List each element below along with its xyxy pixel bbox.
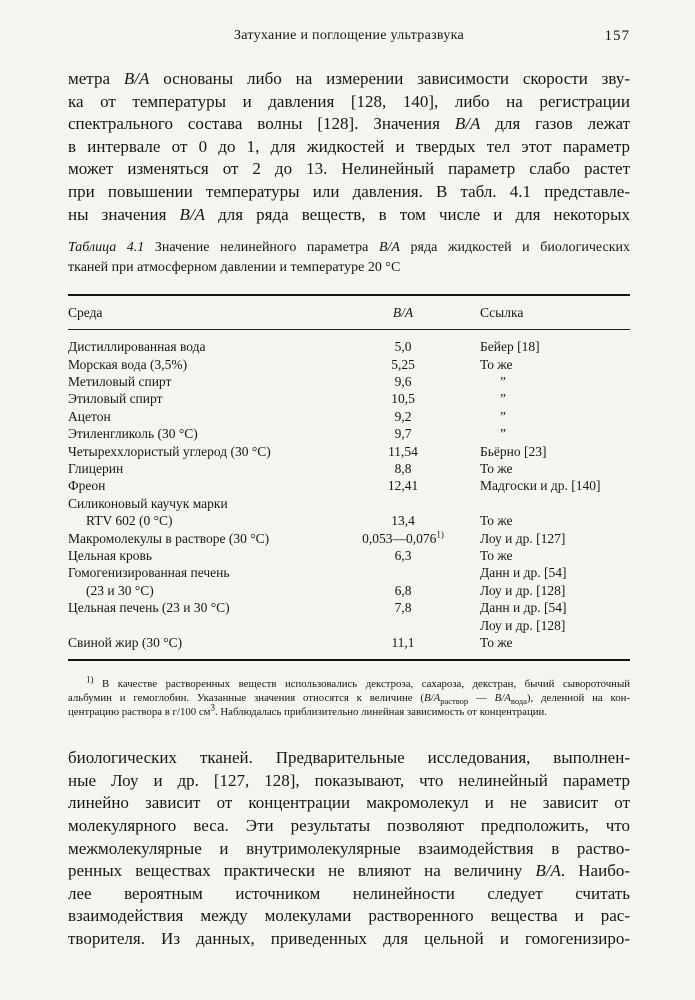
- text-line: молекулярного веса. Эти результаты позволяют предположить, что: [68, 816, 630, 836]
- text-line: при повышении температуры или давления. В табл. 4.1 представле-: [68, 181, 630, 201]
- cell-ba-value: 12,41: [387, 478, 419, 494]
- cell-substance: Этиленгликоль (30 °C): [68, 426, 198, 442]
- cell-reference: Бейер [18]: [480, 339, 540, 355]
- table-row: [68, 512, 630, 529]
- cell-reference: То же: [480, 513, 513, 529]
- cell-ba-value: 7,8: [394, 600, 412, 616]
- cell-substance: Силиконовый каучук марки: [68, 495, 228, 511]
- paragraph-top: [68, 68, 630, 226]
- cell-substance: (23 и 30 °C): [86, 582, 154, 598]
- page-number: 157: [604, 28, 630, 44]
- cell-ba-value: 0,053—0,076$^{1)}$: [362, 529, 444, 546]
- column-header-ba: B/A: [392, 305, 414, 321]
- cell-substance: Фреон: [68, 478, 106, 494]
- cell-reference: Лоу и др. [128]: [480, 617, 566, 633]
- cell-reference: Мадгоски и др. [140]: [480, 478, 601, 494]
- cell-reference: Бьёрно [23]: [480, 443, 547, 459]
- cell-ba-value: [338, 617, 468, 634]
- cell-reference: То же: [480, 635, 513, 651]
- table-row: [68, 547, 630, 564]
- footnote: [68, 674, 630, 719]
- text-line: метра B/A основаны либо на измерении зависимости скорости зву-: [68, 69, 630, 88]
- table-row: [68, 408, 630, 425]
- cell-substance: Этиловый спирт: [68, 391, 163, 407]
- cell-reference: Лоу и др. [128]: [480, 582, 566, 598]
- text-line: спектрального состава волны [128]. Значения B/A для газов лежат: [68, 114, 630, 134]
- text-line: ка от температуры и давления [128, 140], либо на регистрации: [68, 91, 630, 111]
- column-header-reference: Ссылка: [480, 305, 524, 321]
- cell-ba-value: 9,2: [394, 408, 412, 424]
- cell-ba-value: 6,3: [394, 548, 412, 564]
- cell-ba-value: 13,4: [391, 513, 415, 529]
- cell-reference: [468, 495, 630, 512]
- cell-substance: Макромолекулы в растворе (30 °C): [68, 530, 270, 546]
- column-header-substance: Среда: [68, 305, 103, 321]
- table-row: [68, 530, 630, 547]
- cell-substance: Ацетон: [68, 408, 111, 424]
- text-line: ные Лоу и др. [127, 128], показывают, что нелинейный параметр: [68, 770, 630, 790]
- cell-ba-value: 10,5: [391, 391, 415, 407]
- cell-reference: Данн и др. [54]: [480, 600, 567, 616]
- text-line: может изменяться от 2 до 13. Нелинейный параметр слабо растет: [68, 159, 630, 179]
- text-line: центрацию раствора в г/100 $см^3$. Наблюдалась приблизительно линейная зависимость от концентрации.: [68, 702, 548, 718]
- table-row: [68, 390, 630, 407]
- text-line: линейно зависит от концентрации макромолекул и не зависит от: [68, 793, 630, 813]
- cell-ba-value: 9,6: [394, 373, 412, 389]
- text-line: лее вероятным источником нелинейности следует считать: [68, 883, 630, 903]
- cell-reference: ”: [500, 373, 506, 389]
- table-row: [68, 634, 630, 651]
- table-row: [68, 460, 630, 477]
- table-row: [68, 477, 630, 494]
- cell-ba-value: [338, 495, 468, 512]
- table-row: [68, 617, 630, 634]
- cell-ba-value: 8,8: [394, 461, 412, 476]
- table-body: [68, 330, 630, 659]
- table-rule-bottom: [68, 659, 630, 661]
- cell-substance: Цельная печень (23 и 30 °C): [68, 600, 230, 616]
- table-row: [68, 373, 630, 390]
- table-caption: [68, 238, 630, 278]
- text-line: в интервале от 0 до 1, для жидкостей и твердых тел этот параметр: [68, 136, 630, 156]
- text-line: альбумин и гемоглобин. Указанные значения относятся к величине ($B/A_{раствор}$ — $B/A_{вода}$), деленной на кон-: [68, 692, 630, 707]
- cell-ba-value: 9,7: [394, 426, 412, 442]
- table-row: [68, 599, 630, 616]
- table-row: [68, 443, 630, 460]
- text-line: ны значения B/A для ряда веществ, в том числе и для некоторых: [68, 204, 630, 224]
- cell-substance: Метиловый спирт: [68, 373, 172, 389]
- text-line: взаимодействия между молекулами растворенного вещества и рас-: [68, 906, 630, 926]
- cell-substance: Гомогенизированная печень: [68, 565, 230, 581]
- cell-substance: [68, 617, 338, 634]
- text-line: творителя. Из данных, приведенных для цельной и гомогенизиро-: [68, 929, 630, 948]
- text-line: тканей при атмосферном давлении и температуре 20 °C: [68, 260, 401, 276]
- cell-reference: То же: [480, 548, 513, 564]
- data-table: [68, 294, 630, 661]
- cell-substance: Морская вода (3,5%): [68, 356, 188, 372]
- cell-ba-value: 11,1: [391, 635, 415, 651]
- text-line: ренных веществах практически не влияют на величину B/A. Наибо-: [68, 861, 631, 881]
- table-row: [68, 356, 630, 373]
- text-line: межмолекулярные и внутримолекулярные взаимодействия в раство-: [68, 838, 630, 858]
- cell-ba-value: [338, 564, 468, 581]
- cell-substance: Дистиллированная вода: [68, 339, 206, 355]
- cell-substance: Свиной жир (30 °C): [68, 635, 183, 651]
- cell-ba-value: 11,54: [388, 443, 418, 459]
- cell-reference: То же: [480, 461, 513, 476]
- cell-reference: ”: [500, 426, 506, 442]
- paragraph-bottom: [68, 747, 630, 950]
- cell-reference: ”: [500, 408, 506, 424]
- text-line: $^{1)}$ В качестве растворенных веществ использовались декстроза, сахароза, декстран, бычий сывороточный: [86, 674, 630, 691]
- cell-substance: Цельная кровь: [68, 548, 153, 564]
- table-header-row: [68, 296, 630, 329]
- cell-reference: Данн и др. [54]: [480, 565, 567, 581]
- cell-reference: Лоу и др. [127]: [480, 530, 566, 546]
- cell-substance: RTV 602 (0 °C): [86, 513, 173, 529]
- cell-ba-value: 5,0: [394, 339, 412, 355]
- cell-reference: ”: [500, 391, 506, 407]
- table-row: [68, 582, 630, 599]
- table-row: [68, 425, 630, 442]
- cell-ba-value: 6,8: [394, 582, 412, 598]
- cell-substance: Четыреххлористый углерод (30 °C): [68, 443, 271, 459]
- text-line: Таблица 4.1 Значение нелинейного параметра B/A ряда жидкостей и биологических: [68, 240, 630, 256]
- page-header: [68, 28, 630, 46]
- text-line: биологических тканей. Предварительные исследования, выполнен-: [68, 748, 630, 768]
- cell-reference: То же: [480, 356, 513, 372]
- cell-substance: Глицерин: [68, 461, 124, 476]
- cell-ba-value: 5,25: [391, 356, 415, 372]
- table-row: [68, 495, 630, 512]
- running-title: Затухание и поглощение ультразвука: [233, 28, 465, 43]
- table-row: [68, 338, 630, 355]
- table-row: [68, 564, 630, 581]
